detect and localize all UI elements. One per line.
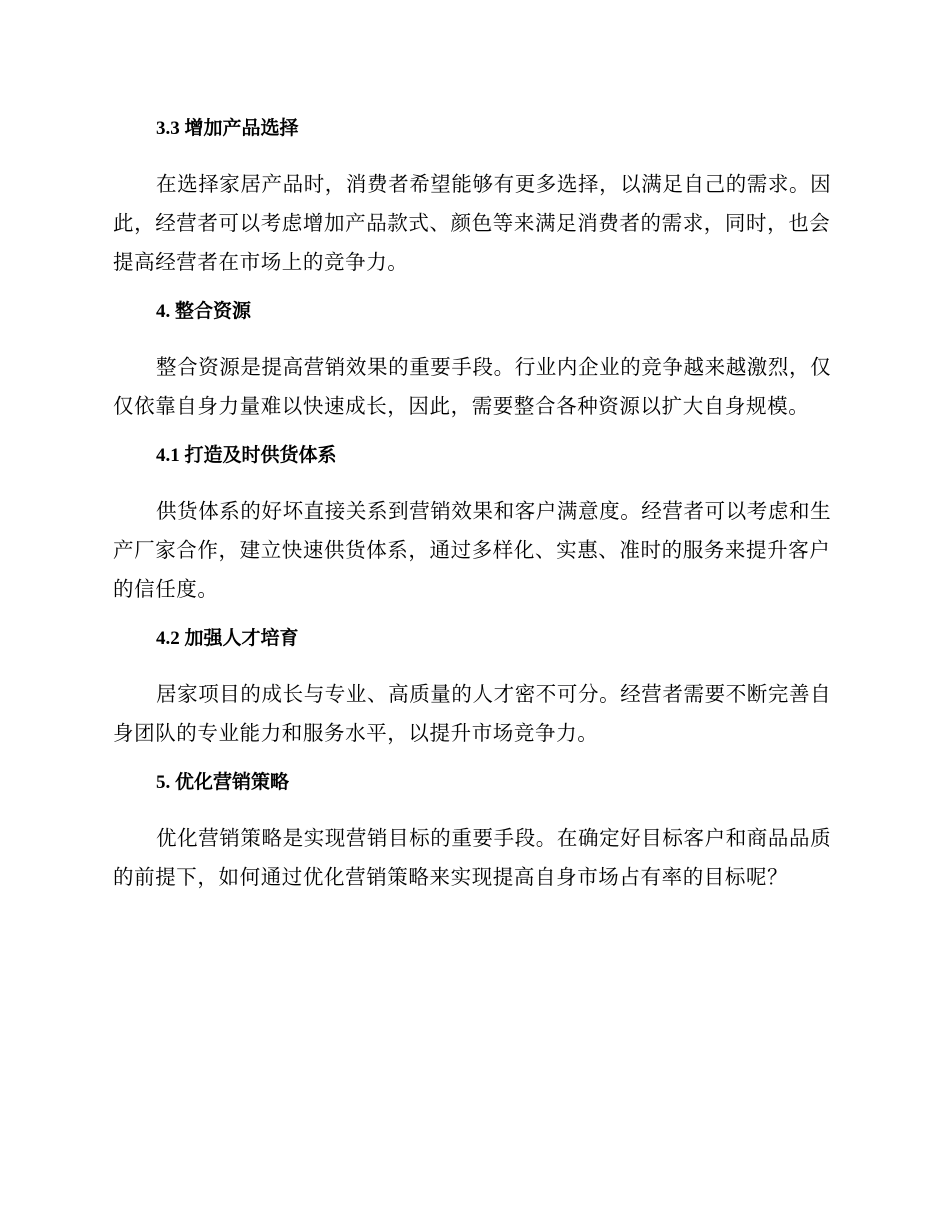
section-heading-3-3: 3.3 增加产品选择 <box>156 118 299 139</box>
section-paragraph-4-1: 供货体系的好坏直接关系到营销效果和客户满意度。经营者可以考虑和生产厂家合作，建立快速供货体系，通过多样化、实惠、准时的服务来提升客户的信任度。 <box>113 501 832 601</box>
document-page <box>113 100 833 908</box>
section-heading-4: 4. 整合资源 <box>156 301 252 322</box>
section-paragraph-5: 优化营销策略是实现营销目标的重要手段。在确定好目标客户和商品品质的前提下，如何通过优化营销策略来实现提高自身市场占有率的目标呢？ <box>113 828 832 889</box>
section-paragraph-3-3: 在选择家居产品时，消费者希望能够有更多选择，以满足自己的需求。因此，经营者可以考虑增加产品款式、颜色等来满足消费者的需求，同时，也会提高经营者在市场上的竞争力。 <box>113 174 832 274</box>
section-heading-5: 5. 优化营销策略 <box>156 772 290 793</box>
section-paragraph-4: 整合资源是提高营销效果的重要手段。行业内企业的竞争越来越激烈，仅仅依靠自身力量难以快速成长，因此，需要整合各种资源以扩大自身规模。 <box>113 357 832 418</box>
section-paragraph-4-2: 居家项目的成长与专业、高质量的人才密不可分。经营者需要不断完善自身团队的专业能力和服务水平，以提升市场竞争力。 <box>113 684 832 745</box>
section-heading-4-1: 4.1 打造及时供货体系 <box>156 445 337 466</box>
section-heading-4-2: 4.2 加强人才培育 <box>156 628 299 649</box>
